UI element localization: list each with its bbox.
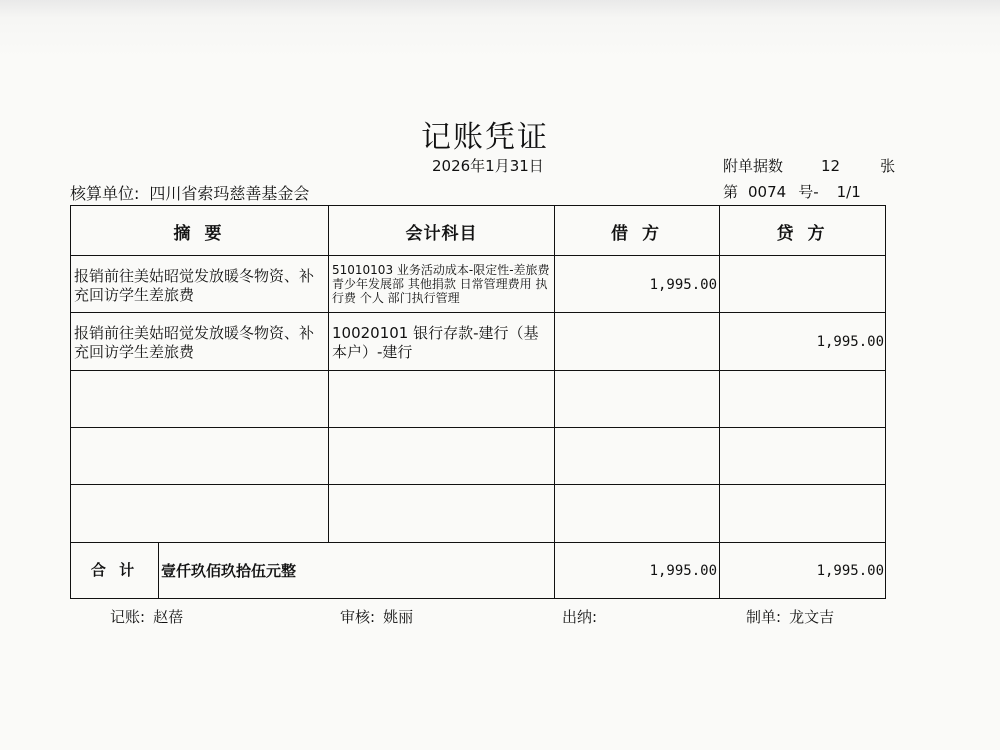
voucher-suffix: 号- <box>798 183 819 201</box>
voucher-table <box>70 205 886 599</box>
voucher-date: 2026年1月31日 <box>432 157 544 175</box>
cashier-label: 出纳: <box>562 608 598 626</box>
header-credit: 贷 方 <box>776 223 829 244</box>
col-divider <box>158 542 159 598</box>
preparer-signature <box>746 606 834 627</box>
header-summary: 摘 要 <box>173 223 226 244</box>
voucher-page: 1/1 <box>836 183 861 201</box>
auditor-label: 审核: <box>340 608 376 626</box>
auditor-signature <box>340 606 413 627</box>
attachment-count <box>723 155 895 176</box>
total-debit: 1,995.00 <box>649 563 717 579</box>
row1-debit: 1,995.00 <box>649 277 717 293</box>
row1-account: 51010103 业务活动成本-限定性-差旅费 青少年发展部 其他捐款 日常管理费用 执行费 个人 部门执行管理 <box>332 263 550 305</box>
preparer-label: 制单: <box>746 608 782 626</box>
page-title: 记账凭证 <box>421 120 549 155</box>
row-divider <box>71 370 885 371</box>
row1-summary: 报销前往美姑昭觉发放暖冬物资、补充回访学生差旅费 <box>74 267 315 304</box>
col-divider <box>719 206 720 598</box>
auditor-name: 姚丽 <box>383 608 414 626</box>
col-divider <box>328 206 329 542</box>
unit-name: 四川省索玛慈善基金会 <box>149 184 310 203</box>
row2-account: 10020101 银行存款-建行（基本户）-建行 <box>332 324 539 361</box>
row-divider <box>71 484 885 485</box>
voucher-number <box>723 181 861 202</box>
header-account: 会计科目 <box>405 223 478 244</box>
attachment-label: 附单据数 <box>723 157 784 175</box>
header-debit: 借 方 <box>611 223 663 244</box>
row-divider <box>71 427 885 428</box>
attachment-unit: 张 <box>880 157 896 175</box>
bookkeeper-label: 记账: <box>110 608 146 626</box>
col-divider <box>554 206 555 598</box>
row2-summary: 报销前往美姑昭觉发放暖冬物资、补充回访学生差旅费 <box>74 324 315 361</box>
attachment-number: 12 <box>821 157 841 175</box>
total-credit: 1,995.00 <box>816 563 884 579</box>
voucher-no-value: 0074 <box>748 183 787 201</box>
bookkeeper-signature <box>110 606 183 627</box>
row-divider <box>71 542 885 543</box>
row2-credit: 1,995.00 <box>816 334 884 350</box>
unit-label: 核算单位: <box>70 184 140 203</box>
cashier-signature <box>562 606 597 627</box>
bookkeeper-name: 赵蓓 <box>153 608 184 626</box>
row-divider <box>71 312 885 313</box>
accounting-unit <box>70 181 309 204</box>
voucher-prefix: 第 <box>723 183 739 201</box>
total-in-words: 壹仟玖佰玖拾伍元整 <box>161 562 297 580</box>
preparer-name: 龙文吉 <box>789 608 835 626</box>
total-label: 合 计 <box>90 560 139 579</box>
